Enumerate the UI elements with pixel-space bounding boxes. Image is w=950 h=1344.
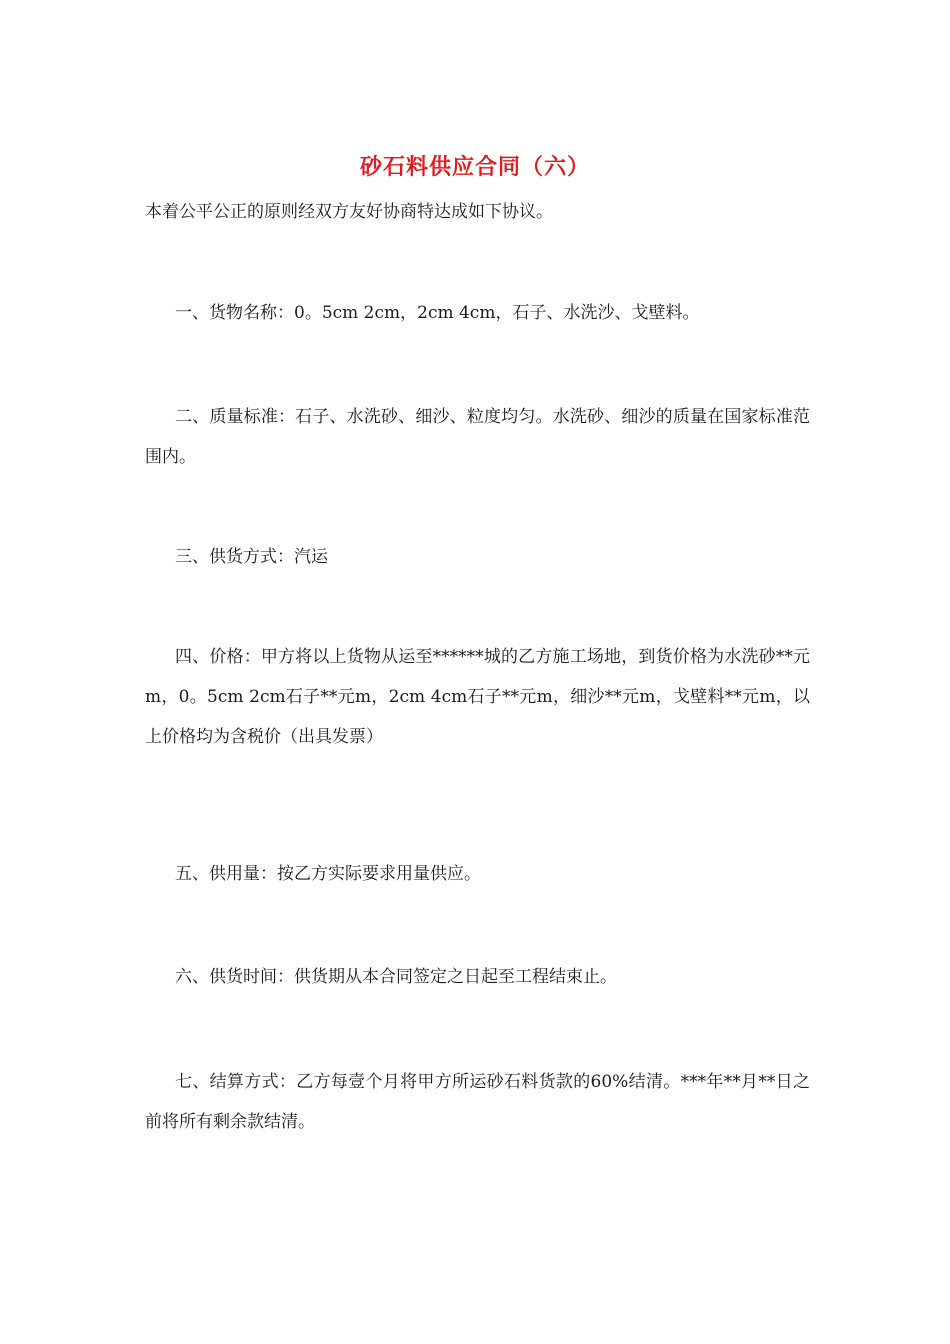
clause-1: 一、货物名称：0。5cm 2cm，2cm 4cm，石子、水洗沙、戈壁料。 xyxy=(175,303,700,323)
clause-2: 二、质量标准：石子、水洗砂、细沙、粒度均匀。水洗砂、细沙的质量在国家标准范围内。 xyxy=(145,407,810,467)
clause-4: 四、价格：甲方将以上货物从运至******城的乙方施工场地，到货价格为水洗砂**元m，0。5cm 2cm石子**元m，2cm 4cm石子**元m，细沙**元m，戈壁料**元m，以上价格均为含税价（出具发票） xyxy=(145,647,810,747)
intro-paragraph: 本着公平公正的原则经双方友好协商特达成如下协议。 xyxy=(145,202,553,222)
clause-7: 七、结算方式：乙方每壹个月将甲方所运砂石料货款的60%结清。***年**月**日之前将所有剩余款结清。 xyxy=(145,1072,810,1132)
clause-6: 六、供货时间：供货期从本合同签定之日起至工程结束止。 xyxy=(175,967,617,987)
clause-3: 三、供货方式：汽运 xyxy=(175,547,328,567)
clause-5: 五、供用量：按乙方实际要求用量供应。 xyxy=(175,864,481,884)
document-title: 砂石料供应合同（六） xyxy=(359,154,590,180)
